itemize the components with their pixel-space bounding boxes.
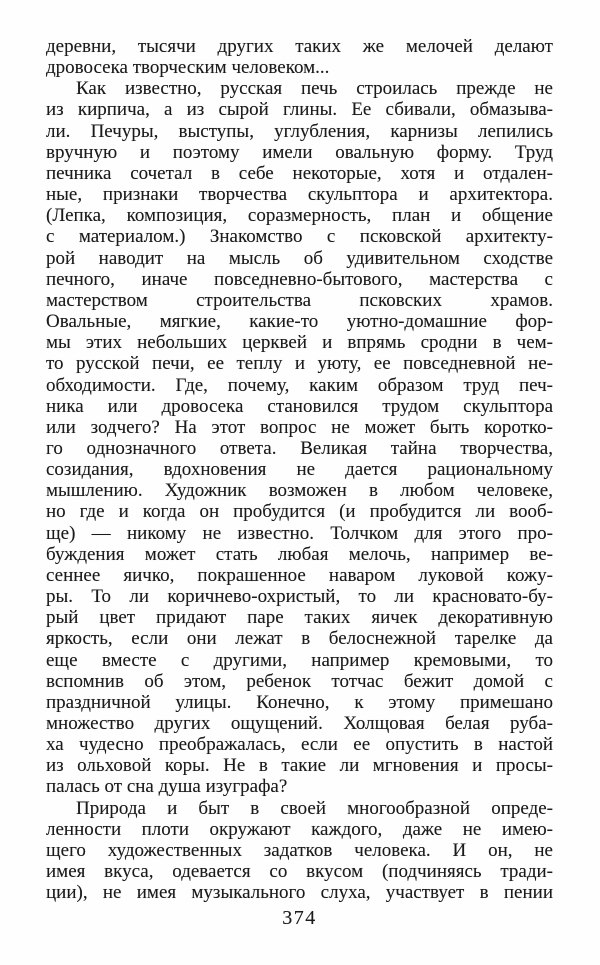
text-line: рой наводит на мысль об удивительном сходстве <box>46 247 553 269</box>
text-line: обходимости. Где, почему, каким образом труд печ- <box>46 374 553 396</box>
text-line: палась от сна душа изуграфа? <box>46 776 288 798</box>
text-line: печного, иначе повседневно-бытового, мастерства с <box>46 268 553 290</box>
text-line: множество других ощущений. Холщовая белая руба- <box>46 713 553 734</box>
text-line: ции), не имея музыкального слуха, участвует в пении <box>46 882 553 904</box>
text-line: созидания, вдохновения не дается рациональному <box>46 459 553 481</box>
text-line: вручную и поэтому имели овальную форму. Труд <box>46 141 553 163</box>
text-line: го однозначного ответа. Великая тайна творчества, <box>46 437 553 459</box>
page-number: 374 <box>282 907 317 929</box>
text-line: ли. Печуры, выступы, углубления, карнизы лепились <box>46 120 553 142</box>
text-line: еще вместе с другими, например кремовыми, то <box>46 649 553 671</box>
text-line: Природа и быт в своей многообразной опреде- <box>76 797 553 819</box>
text-line: с материалом.) Знакомство с псковской архитекту- <box>46 226 553 248</box>
text-line: из ольховой коры. Не в такие ли мгновения и просы- <box>46 755 553 777</box>
text-line: Как известно, русская печь строилась прежде не <box>76 78 553 100</box>
text-line: мастерством строительства псковских храмов. <box>46 289 553 311</box>
text-line: или зодчего? На этот вопрос не может быть коротко- <box>46 416 553 438</box>
text-line: буждения может стать любая мелочь, например ве- <box>46 543 553 565</box>
text-line: ные, признаки творчества скульптора и архитектора. <box>46 184 553 206</box>
text-line: имея вкуса, одевается со вкусом (подчиняясь тради- <box>46 861 553 883</box>
text-line: яркость, если они лежат в белоснежной тарелке да <box>46 628 553 650</box>
text-line: Овальные, мягкие, какие-то уютно-домашние фор- <box>46 311 553 333</box>
text-line: (Лепка, композиция, соразмерность, план и общение <box>46 205 553 227</box>
text-line: то русской печи, ее теплу и уюту, ее повседневной не- <box>46 353 553 375</box>
text-block <box>46 36 553 903</box>
text-line: ще) — никому не известно. Толчком для этого про- <box>46 522 553 544</box>
text-line: но где и когда он пробудится (и пробудится ли вооб- <box>46 501 553 523</box>
text-line: ры. То ли коричнево-охристый, то ли красновато-бу- <box>46 586 553 608</box>
text-line: деревни, тысячи других таких же мелочей делают <box>46 36 553 57</box>
text-line: рый цвет придают паре таких яичек декоративную <box>46 607 553 629</box>
text-line: щего художественных задатков человека. И он, не <box>46 839 553 861</box>
text-line: сеннее яичко, покрашенное наваром луковой кожу- <box>46 564 553 586</box>
text-line: мышлению. Художник возможен в любом человеке, <box>46 480 553 502</box>
text-line: вспомнив об этом, ребенок тотчас бежит домой с <box>46 670 553 692</box>
text-line: ника или дровосека становился трудом скульптора <box>46 395 553 417</box>
text-line: печника сочетал в себе некоторые, хотя и отдален- <box>46 162 553 184</box>
text-line: ха чудесно преображалась, если ее опустить в настой <box>46 734 553 756</box>
text-line: ленности плоти окружают каждого, даже не имею- <box>46 818 553 840</box>
text-line: мы этих небольших церквей и впрямь сродни в чем- <box>46 332 553 354</box>
text-line: дровосека творческим человеком... <box>46 57 330 79</box>
text-line: праздничной улицы. Конечно, к этому примешано <box>46 691 553 713</box>
text-line: из кирпича, а из сырой глины. Ее сбивали, обмазыва- <box>46 99 553 121</box>
